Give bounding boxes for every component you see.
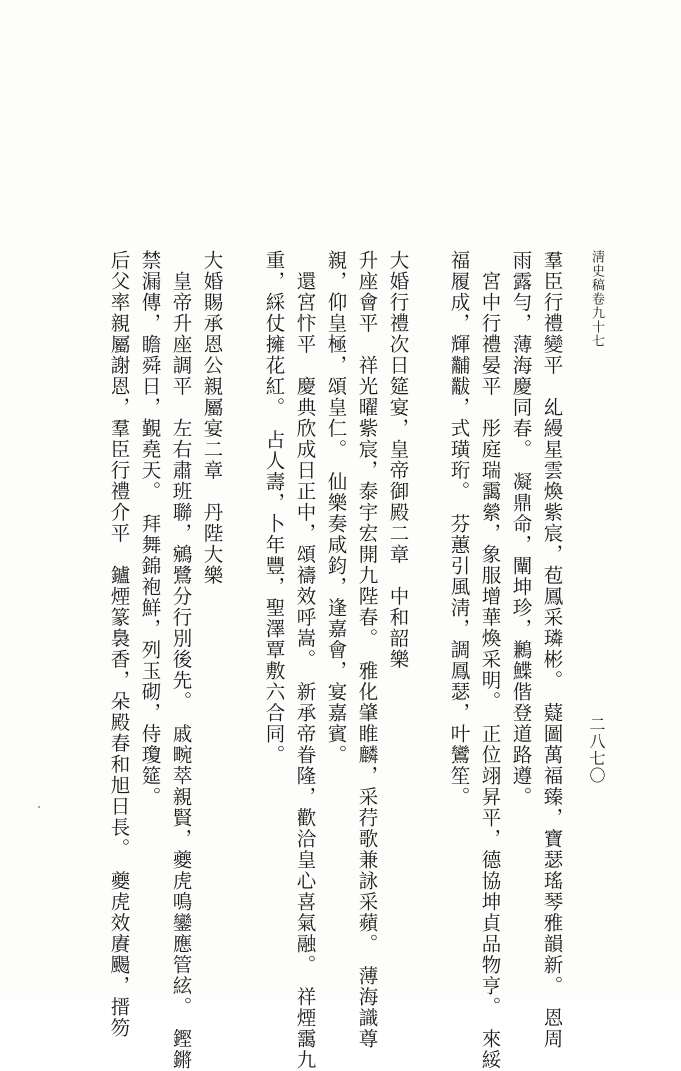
- running-head-title: 淸史稿卷九十七: [589, 250, 604, 348]
- text-column-1: 羣臣行禮變平 乣縵星雲煥紫宸，苞鳳采璘彬。 薿圖萬福臻，寶瑟瑤琴雅韻新。 恩周: [540, 250, 564, 1050]
- text-column-2: 雨露勻，薄海慶同春。 凝鼎命，闡坤珍，鶼鰈偕登道路遵。: [509, 250, 533, 808]
- page-number: 二八七〇: [587, 716, 606, 784]
- text-column-7: 親，仰皇極，頌皇仁。 仙樂奏咸鈞，逢嘉會，宴嘉賓。: [324, 250, 348, 766]
- text-column-8: 還宮忭平 慶典欣成日正中，頌禱效呼嵩。 新承帝眷隆，歡洽皇心喜氣融。 祥煙靄九: [293, 250, 317, 1071]
- text-column-12: 禁漏傳，瞻舜日，覲堯天。 拜舞錦袍鮮，列玉砌，侍瓊筵。: [138, 250, 162, 808]
- text-column-9: 重，綵仗擁花紅。 占人壽，卜年豐，聖澤覃敷六合同。: [262, 250, 286, 766]
- text-column-6: 升座會平 祥光曜紫宸，泰宇宏開九陛春。 雅化肇睢麟，采荇歌兼詠采蘋。 薄海識尊: [355, 250, 379, 1050]
- text-column-4: 福履成，輝黼黻，式璜珩。 芬蕙引風淸，調鳳瑟，叶鸞笙。: [447, 250, 471, 808]
- text-column-11: 皇帝升座調平 左右肅班聯，鵷鷺分行別後先。 戚畹萃親賢，夔虎鳴鑾應管絃。 鏗鏘: [169, 250, 193, 1071]
- text-column-10: 大婚賜承恩公親屬宴二章 丹陛大樂: [200, 250, 224, 586]
- text-column-13: 后父率親屬謝恩，羣臣行禮介平 鑪煙篆裊香，朵殿春和旭日長。 夔虎效賡颺，搢笏: [107, 250, 131, 1039]
- text-column-5: 大婚行禮次日筵宴，皇帝御殿二章 中和韶樂: [386, 250, 410, 670]
- text-column-3: 宮中行禮晏平 彤庭瑞靄縈，象服增華煥采明。 正位翊昇平，德協坤貞品物亨。 來綏: [478, 250, 502, 1071]
- paper-speck: [38, 806, 40, 808]
